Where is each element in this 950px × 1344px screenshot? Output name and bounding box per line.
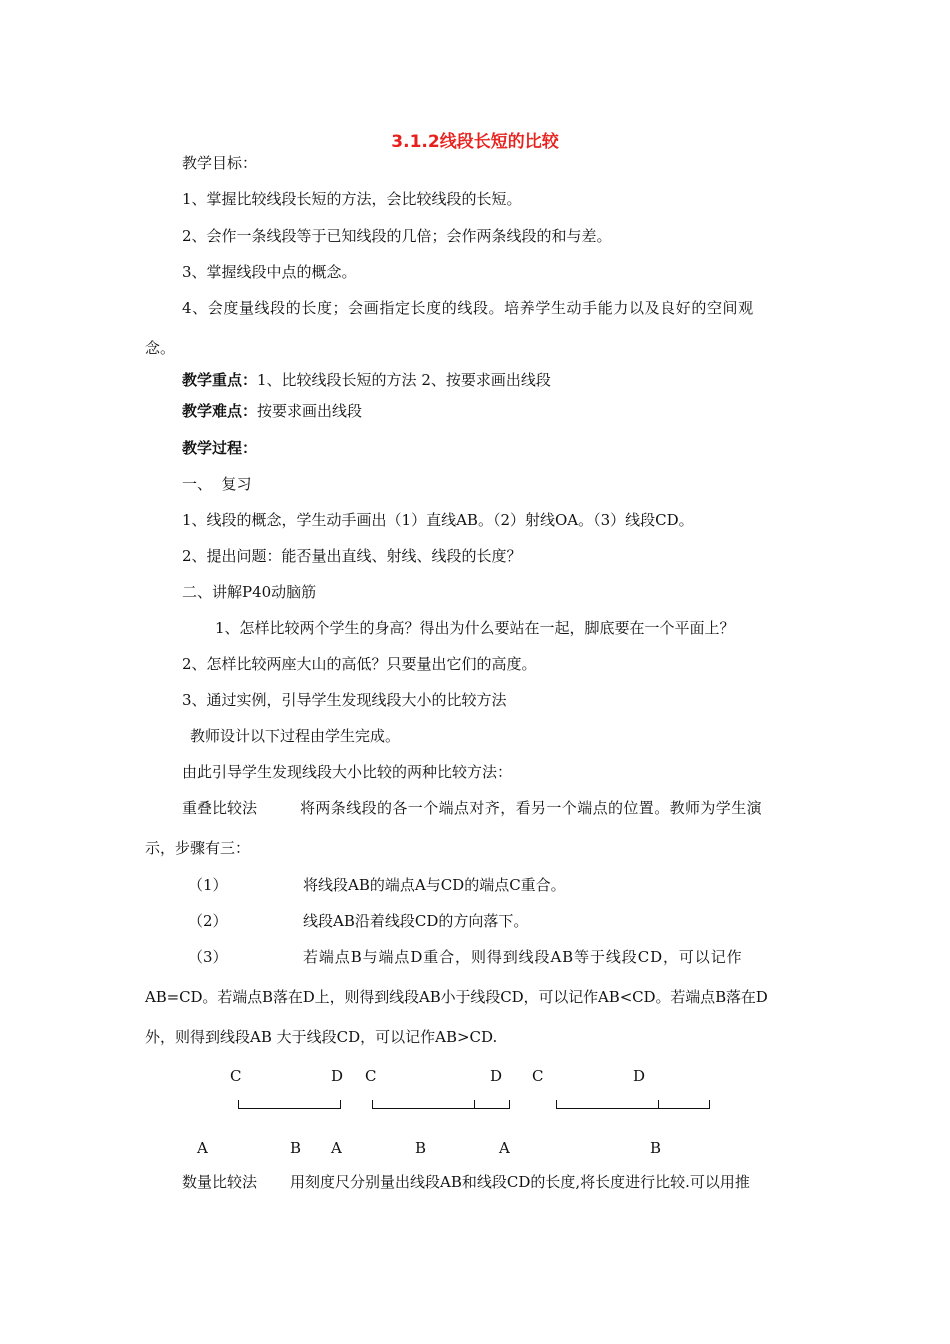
difficulties-label: 教学难点： [182,402,258,420]
point-label-c: C [532,1067,544,1085]
point-label-d: D [331,1067,344,1085]
overlap-text: 将两条线段的各一个端点对齐，看另一个端点的位置。教师为学生演 [300,799,763,817]
point-label-b: B [290,1139,302,1157]
process-label: 教学过程： [182,439,258,457]
lecture-item: 3、通过实例，引导学生发现线段大小的比较方法 [182,691,507,709]
lecture-lead: 由此引导学生发现线段大小比较的两种比较方法： [182,763,513,781]
line-segment [556,1100,710,1109]
lecture-item: 1、怎样比较两个学生的身高？得出为什么要站在一起，脚底要在一个平面上？ [215,619,735,637]
point-label-b: B [650,1139,662,1157]
overlap-text-continuation: 示，步骤有三： [145,839,251,857]
key-points-label: 教学重点： [182,371,258,389]
point-label-a: A [499,1139,510,1157]
overlap-label: 重叠比较法 [182,799,258,817]
goal-item-continuation: 念。 [145,339,176,357]
lecture-heading: 二、讲解P40动脑筋 [182,583,317,601]
step-text: 若端点B与端点D重合，则得到线段AB等于线段CD，可以记作 [303,948,743,966]
step-number: （1） [188,876,228,894]
review-item: 1、线段的概念，学生动手画出（1）直线AB。（2）射线OA。（3）线段CD。 [182,511,694,529]
review-item: 2、提出问题：能否量出直线、射线、线段的长度？ [182,547,522,565]
difficulties [182,401,362,421]
segment-tick [474,1100,475,1109]
document-title: 3.1.2线段长短的比较 [391,132,559,152]
key-points-text: 1、比较线段长短的方法 2、按要求画出线段 [257,371,551,389]
goal-item: 4、会度量线段的长度；会画指定长度的线段。培养学生动手能力以及良好的空间观 [182,299,754,317]
segment-tick [658,1100,659,1109]
goal-item: 1、掌握比较线段长短的方法，会比较线段的长短。 [182,190,522,208]
step-text: 线段AB沿着线段CD的方向落下。 [303,912,529,930]
quantity-label: 数量比较法 [182,1173,258,1191]
review-heading: 一、 复习 [182,475,252,493]
goals-heading: 教学目标： [182,154,258,172]
point-label-a: A [331,1139,342,1157]
point-label-c: C [365,1067,377,1085]
key-points [182,370,551,390]
goal-item: 3、掌握线段中点的概念。 [182,263,357,281]
step-text-line2: AB=CD。若端点B落在D上，则得到线段AB小于线段CD，可以记作AB<CD。若端点B落在D [145,988,768,1006]
teacher-design: 教师设计以下过程由学生完成。 [190,727,401,745]
step-text: 将线段AB的端点A与CD的端点C重合。 [303,876,566,894]
point-label-b: B [415,1139,427,1157]
lecture-item: 2、怎样比较两座大山的高低？只要量出它们的高度。 [182,655,537,673]
goal-item: 2、会作一条线段等于已知线段的几倍；会作两条线段的和与差。 [182,227,612,245]
step-number: （2） [188,912,228,930]
step-number: （3） [188,948,228,966]
difficulties-text: 按要求画出线段 [257,402,363,420]
point-label-d: D [633,1067,646,1085]
line-segment [372,1100,510,1109]
point-label-c: C [230,1067,242,1085]
point-label-a: A [197,1139,208,1157]
step-text-line3: 外，则得到线段AB 大于线段CD，可以记作AB>CD. [145,1028,498,1046]
line-segment [238,1100,341,1109]
quantity-text: 用刻度尺分别量出线段AB和线段CD的长度,将长度进行比较.可以用推 [290,1173,750,1191]
point-label-d: D [490,1067,503,1085]
